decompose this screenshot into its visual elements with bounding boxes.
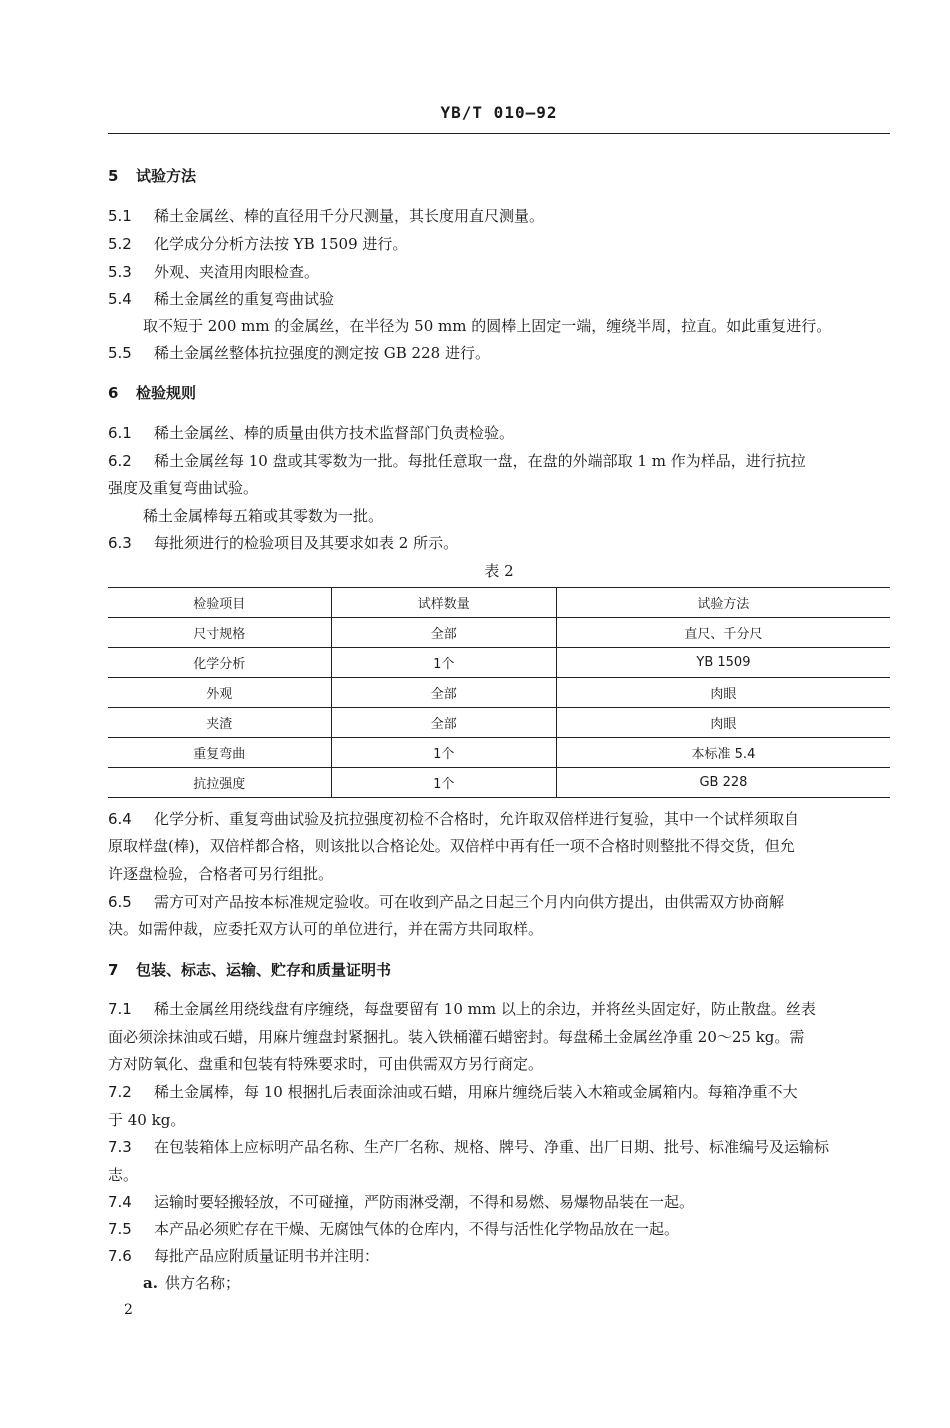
clause-5-5: 5.5 稀土金属丝整体抗拉强度的测定按 GB 228 进行。	[108, 344, 490, 362]
table-cell: 1个	[331, 738, 556, 768]
clause-7-6: 7.6 每批产品应附质量证明书并注明：	[108, 1247, 380, 1265]
table-cell: YB 1509	[556, 648, 890, 678]
table-header-cell: 试验方法	[556, 588, 890, 618]
table-cell: 尺寸规格	[108, 618, 331, 648]
table-cell: 化学分析	[108, 648, 331, 678]
table-cell: 重复弯曲	[108, 738, 331, 768]
clause-6-1: 6.1 稀土金属丝、棒的质量由供方技术监督部门负责检验。	[108, 424, 515, 442]
clause-6-4-line-2: 原取样盘(棒)，双倍样都合格，则该批以合格论处。双倍样中再有任一项不合格时则整批不得交货，但允	[108, 837, 795, 855]
clause-7-3: 7.3 在包装箱体上应标明产品名称、生产厂名称、规格、牌号、净重、出厂日期、批号、标准编号及运输标	[108, 1138, 830, 1156]
clause-7-1: 7.1 稀土金属丝用绕线盘有序缠绕，每盘要留有 10 mm 以上的余边，并将丝头固定好，防止散盘。丝表	[108, 1000, 816, 1018]
table-cell: 外观	[108, 678, 331, 708]
clause-7-2-line-2: 于 40 kg。	[108, 1111, 186, 1129]
section-7-heading: 7 包装、标志、运输、贮存和质量证明书	[108, 961, 392, 979]
table-cell: 全部	[331, 708, 556, 738]
clause-7-2: 7.2 稀土金属棒，每 10 根捆扎后表面涂油或石蜡，用麻片缠绕后装入木箱或金属箱内。每箱净重不大	[108, 1083, 798, 1101]
clause-6-2-line-2: 强度及重复弯曲试验。	[108, 479, 259, 497]
table-cell: 全部	[331, 618, 556, 648]
clause-7-3-line-2: 志。	[108, 1166, 139, 1184]
clause-6-2-line-3: 稀土金属棒每五箱或其零数为一批。	[143, 507, 384, 525]
section-5-heading: 5 试验方法	[108, 167, 197, 185]
clause-6-4: 6.4 化学分析、重复弯曲试验及抗拉强度初检不合格时，允许取双倍样进行复验，其中一个试样须取自	[108, 810, 800, 828]
table-cell: 1个	[331, 768, 556, 798]
table-row	[108, 678, 890, 708]
table-cell: 直尺、千分尺	[556, 618, 890, 648]
clause-7-5: 7.5 本产品必须贮存在干燥、无腐蚀气体的仓库内，不得与活性化学物品放在一起。	[108, 1220, 680, 1238]
page-number: 2	[124, 1302, 133, 1318]
clause-5-3: 5.3 外观、夹渣用肉眼检查。	[108, 263, 320, 281]
table-row	[108, 768, 890, 798]
clause-5-4-body: 取不短于 200 mm 的金属丝，在半径为 50 mm 的圆棒上固定一端，缠绕半周，拉直。如此重复进行。	[143, 317, 832, 335]
table-cell: 肉眼	[556, 678, 890, 708]
clause-6-3: 6.3 每批须进行的检验项目及其要求如表 2 所示。	[108, 534, 459, 552]
clause-5-1: 5.1 稀土金属丝、棒的直径用千分尺测量，其长度用直尺测量。	[108, 207, 545, 225]
clause-6-2: 6.2 稀土金属丝每 10 盘或其零数为一批。每批任意取一盘，在盘的外端部取 1 m 作为样品，进行抗拉	[108, 452, 806, 470]
table-header-cell: 检验项目	[108, 588, 331, 618]
table-cell: 夹渣	[108, 708, 331, 738]
header-rule	[108, 133, 890, 134]
table-header-row	[108, 588, 890, 618]
clause-6-5: 6.5 需方可对产品按本标准规定验收。可在收到产品之日起三个月内向供方提出，由供需双方协商解	[108, 893, 785, 911]
table-2	[108, 587, 890, 798]
table-row	[108, 738, 890, 768]
clause-7-6-item-a: a. 供方名称；	[143, 1274, 241, 1292]
table-cell: 抗拉强度	[108, 768, 331, 798]
table-cell: 1个	[331, 648, 556, 678]
table-cell: 全部	[331, 678, 556, 708]
table-row	[108, 618, 890, 648]
table-cell: 本标准 5.4	[556, 738, 890, 768]
section-6-heading: 6 检验规则	[108, 384, 197, 402]
clause-7-4: 7.4 运输时要轻搬轻放，不可碰撞，严防雨淋受潮，不得和易燃、易爆物品装在一起。	[108, 1193, 695, 1211]
clause-5-2: 5.2 化学成分分析方法按 YB 1509 进行。	[108, 235, 408, 253]
table-row	[108, 648, 890, 678]
table-header-cell: 试样数量	[331, 588, 556, 618]
standard-number-header: YB/T 010—92	[440, 103, 558, 122]
table-row	[108, 708, 890, 738]
clause-6-5-line-2: 决。如需仲裁，应委托双方认可的单位进行，并在需方共同取样。	[108, 920, 544, 938]
clause-7-1-line-3: 方对防氧化、盘重和包装有特殊要求时，可由供需双方另行商定。	[108, 1055, 544, 1073]
clause-6-4-line-3: 许逐盘检验，合格者可另行组批。	[108, 865, 334, 883]
table-cell: GB 228	[556, 768, 890, 798]
clause-7-1-line-2: 面必须涂抹油或石蜡，用麻片缠盘封紧捆扎。装入铁桶灌石蜡密封。每盘稀土金属丝净重 20～25 kg。需	[108, 1028, 805, 1046]
table-cell: 肉眼	[556, 708, 890, 738]
clause-5-4: 5.4 稀土金属丝的重复弯曲试验	[108, 290, 335, 308]
table-2-caption: 表 2	[484, 562, 514, 580]
